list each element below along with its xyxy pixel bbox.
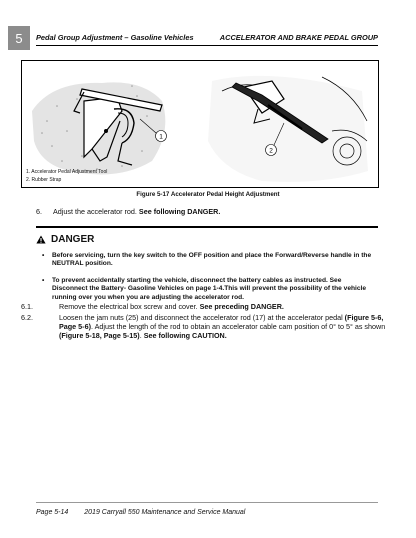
header-chapter-title: ACCELERATOR AND BRAKE PEDAL GROUP [219,33,378,42]
step-text: Loosen the jam nuts (25) and disconnect the accelerator rod (17) at the accelerator pedal [59,313,345,322]
figure-legend [26,168,107,184]
danger-item: • Before servicing, turn the key switch to the OFF position and place the Forward/Reverse handle in the NEUTRAL position. [42,252,378,269]
header-rule [36,45,378,46]
left-panel-illustration [32,82,167,174]
page-reference: Page 5-6) [59,322,91,331]
step-reference: See preceding DANGER. [199,302,284,311]
callout-1: 1 [159,133,163,141]
footer-rule [36,502,378,503]
danger-title: DANGER [51,234,95,245]
step-text: . Adjust the length of the rod to obtain an accelerator cable cam position of 0° to 5° as shown [90,322,386,331]
step-reference: See following DANGER. [138,207,221,216]
step-6-2 [21,313,385,340]
step-number: 6.2. [21,313,33,322]
step-text: . [139,331,144,340]
step-6-1 [21,302,284,311]
manual-title: 2019 Carryall 550 Maintenance and Service Manual [84,509,246,516]
step-6 [36,207,220,216]
step-reference: See following CAUTION. [143,331,227,340]
step-text: Adjust the accelerator rod. [53,207,139,216]
step-text: Remove the electrical box screw and cover. [59,302,200,311]
legend-item-1: 1. Accelerator Pedal Adjustment Tool [26,169,108,175]
figure-reference: (Figure 5-6, [344,313,384,322]
figure-5-17 [21,60,379,188]
page-footer [36,509,245,516]
danger-list [36,252,378,302]
legend-item-2: 2. Rubber Strap [26,177,62,183]
page-number: Page 5-14 [36,509,69,516]
figure-reference: (Figure 5-18, Page 5-15) [59,331,140,340]
step-number: 6. [36,207,42,216]
callout-2: 2 [269,147,273,155]
figure-caption: Figure 5-17 Accelerator Pedal Height Adjustment [136,191,280,198]
danger-callout [36,226,378,302]
danger-heading [36,234,378,245]
right-panel-illustration [208,76,368,182]
danger-item: • To prevent accidentally starting the vehicle, disconnect the battery cables as instructed. See Disconnect the Battery- Gasoline Vehicles on page 1-4.This will prevent the possibility of the vehicle running over you when you are adjusting the accelerator rod. [42,277,378,302]
step-number: 6.1. [21,302,33,311]
warning-triangle-icon [36,235,46,244]
header-section-title: Pedal Group Adjustment – Gasoline Vehicles [36,33,194,42]
chapter-tab: 5 [8,26,30,50]
